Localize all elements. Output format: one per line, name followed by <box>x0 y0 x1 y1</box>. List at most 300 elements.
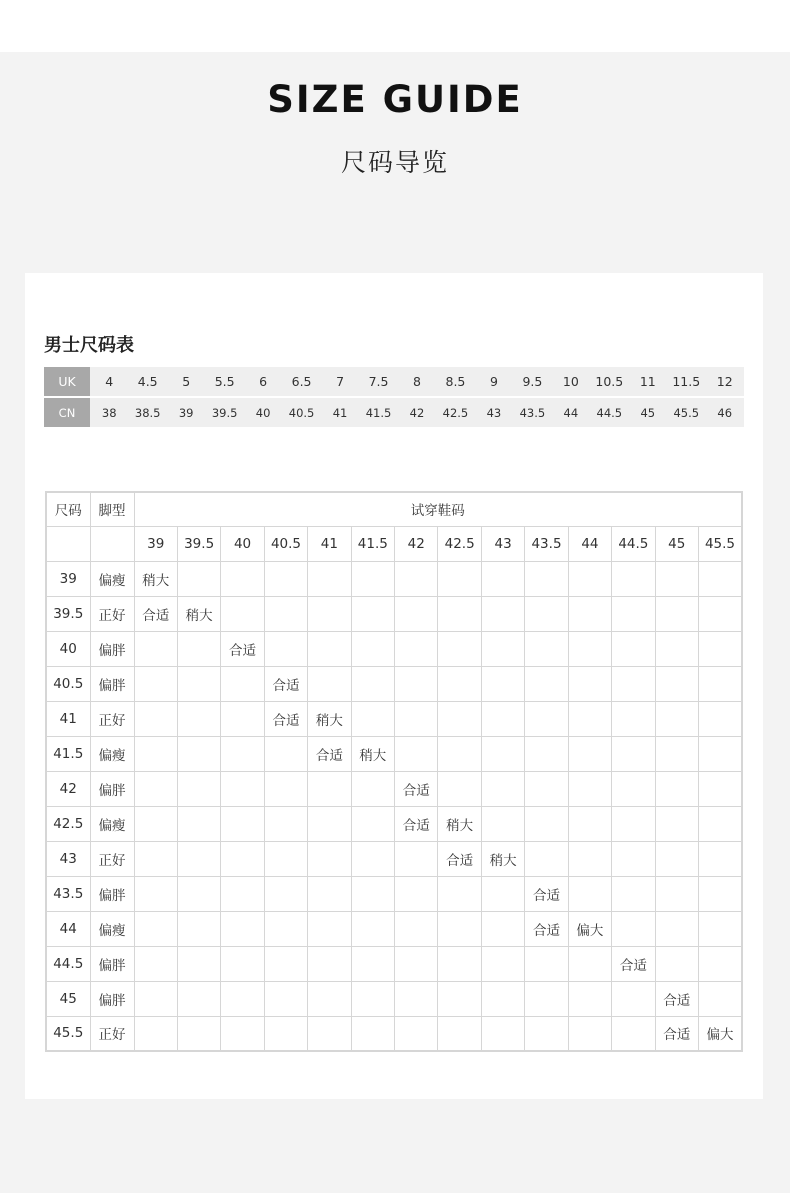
try-size-header: 42.5 <box>438 526 481 561</box>
uk-size-cell: 6 <box>244 367 282 397</box>
uk-size-cell: 4.5 <box>128 367 166 397</box>
table-row <box>46 771 742 806</box>
fit-cell <box>698 841 742 876</box>
cn-row <box>44 397 744 427</box>
fit-cell <box>134 806 177 841</box>
fit-cell <box>351 806 394 841</box>
try-size-header: 42 <box>395 526 438 561</box>
cn-size-cell: 40 <box>244 397 282 427</box>
fit-cell <box>177 806 220 841</box>
fit-cell <box>568 596 611 631</box>
fit-cell <box>395 1016 438 1051</box>
fit-cell <box>221 596 264 631</box>
try-size-header: 44 <box>568 526 611 561</box>
row-foot-type: 偏胖 <box>90 876 134 911</box>
fit-cell <box>568 736 611 771</box>
row-foot-type: 偏胖 <box>90 981 134 1016</box>
fit-cell <box>481 631 524 666</box>
uk-size-cell: 12 <box>706 367 745 397</box>
fit-cell <box>568 561 611 596</box>
fit-cell <box>481 666 524 701</box>
fit-cell <box>177 876 220 911</box>
fit-cell <box>612 806 655 841</box>
cn-size-cell: 38.5 <box>128 397 166 427</box>
row-foot-type: 正好 <box>90 841 134 876</box>
fit-cell: 稍大 <box>351 736 394 771</box>
fit-cell <box>308 806 351 841</box>
fit-cell: 合适 <box>525 911 568 946</box>
fit-cell: 合适 <box>395 771 438 806</box>
row-foot-type: 偏瘦 <box>90 561 134 596</box>
fit-cell <box>525 666 568 701</box>
row-foot-type: 正好 <box>90 596 134 631</box>
fit-cell <box>308 981 351 1016</box>
fit-cell <box>438 1016 481 1051</box>
fit-cell <box>655 666 698 701</box>
fit-cell <box>351 1016 394 1051</box>
fit-cell <box>177 911 220 946</box>
fit-cell <box>612 701 655 736</box>
fit-cell <box>221 561 264 596</box>
fit-cell <box>351 701 394 736</box>
fit-cell <box>438 701 481 736</box>
row-foot-type: 偏胖 <box>90 771 134 806</box>
fit-cell <box>177 561 220 596</box>
fit-cell <box>481 701 524 736</box>
fit-cell <box>264 1016 307 1051</box>
cn-size-cell: 41 <box>321 397 359 427</box>
fit-cell <box>221 981 264 1016</box>
uk-size-cell: 4 <box>90 367 128 397</box>
row-size: 44.5 <box>46 946 90 981</box>
fit-cell <box>568 876 611 911</box>
try-size-header: 39 <box>134 526 177 561</box>
fit-cell <box>351 841 394 876</box>
fit-cell <box>612 1016 655 1051</box>
fit-cell <box>395 666 438 701</box>
fit-cell <box>525 596 568 631</box>
fit-cell <box>612 981 655 1016</box>
fit-cell <box>655 841 698 876</box>
row-size: 39 <box>46 561 90 596</box>
top-banner <box>0 0 790 52</box>
fit-cell <box>351 876 394 911</box>
cn-size-cell: 42 <box>398 397 436 427</box>
blank-cell <box>46 526 90 561</box>
row-size: 44 <box>46 911 90 946</box>
row-size: 42.5 <box>46 806 90 841</box>
fit-cell <box>568 771 611 806</box>
table-row <box>46 806 742 841</box>
fit-cell <box>351 666 394 701</box>
fit-cell <box>221 736 264 771</box>
cn-size-cell: 42.5 <box>436 397 474 427</box>
fit-header-row <box>46 492 742 526</box>
fit-cell <box>308 911 351 946</box>
fit-cell <box>134 736 177 771</box>
fit-cell <box>612 736 655 771</box>
fit-cell <box>177 771 220 806</box>
try-size-header: 40.5 <box>264 526 307 561</box>
fit-cell <box>481 771 524 806</box>
fit-cell <box>698 806 742 841</box>
fit-cell <box>655 806 698 841</box>
row-size: 41 <box>46 701 90 736</box>
fit-cell <box>264 946 307 981</box>
cn-size-cell: 39 <box>167 397 205 427</box>
cn-size-cell: 39.5 <box>205 397 243 427</box>
fit-cell <box>134 771 177 806</box>
fit-cell: 合适 <box>438 841 481 876</box>
table-row <box>46 561 742 596</box>
fit-cell <box>308 876 351 911</box>
try-size-header: 43 <box>481 526 524 561</box>
row-foot-type: 偏瘦 <box>90 806 134 841</box>
try-size-header: 40 <box>221 526 264 561</box>
fit-cell: 偏大 <box>698 1016 742 1051</box>
fit-cell <box>481 981 524 1016</box>
table-row <box>46 666 742 701</box>
fit-cell <box>655 701 698 736</box>
fit-cell <box>481 806 524 841</box>
fit-cell <box>264 631 307 666</box>
row-foot-type: 偏胖 <box>90 631 134 666</box>
table-row <box>46 1016 742 1051</box>
fit-cell <box>698 596 742 631</box>
fit-cell <box>264 771 307 806</box>
fit-cell <box>395 631 438 666</box>
cn-size-cell: 38 <box>90 397 128 427</box>
fit-cell <box>655 946 698 981</box>
try-size-header: 41.5 <box>351 526 394 561</box>
fit-cell: 稍大 <box>177 596 220 631</box>
fit-cell <box>221 806 264 841</box>
fit-cell <box>177 946 220 981</box>
fit-cell <box>481 1016 524 1051</box>
fit-cell <box>438 666 481 701</box>
fit-cell <box>221 946 264 981</box>
fit-cell <box>568 841 611 876</box>
fit-cell <box>481 596 524 631</box>
fit-cell <box>481 736 524 771</box>
table-row <box>46 701 742 736</box>
fit-cell <box>134 946 177 981</box>
fit-cell <box>221 1016 264 1051</box>
fit-cell <box>221 771 264 806</box>
fit-cell <box>177 666 220 701</box>
fit-cell <box>351 946 394 981</box>
uk-size-cell: 9 <box>475 367 513 397</box>
fit-cell <box>568 1016 611 1051</box>
fit-cell <box>698 631 742 666</box>
fit-cell <box>308 841 351 876</box>
fit-cell <box>134 911 177 946</box>
fit-recommendation-table <box>45 491 743 1052</box>
fit-cell: 合适 <box>264 701 307 736</box>
size-conversion-table <box>44 367 744 427</box>
fit-cell <box>177 1016 220 1051</box>
fit-cell <box>438 911 481 946</box>
uk-size-cell: 7 <box>321 367 359 397</box>
cn-size-cell: 45 <box>629 397 667 427</box>
fit-cell <box>351 561 394 596</box>
row-foot-type: 偏瘦 <box>90 911 134 946</box>
fit-cell: 稍大 <box>438 806 481 841</box>
fit-cell: 合适 <box>525 876 568 911</box>
fit-cell <box>655 876 698 911</box>
fit-cell <box>351 596 394 631</box>
fit-cell <box>395 876 438 911</box>
fit-cell <box>351 771 394 806</box>
cn-size-cell: 45.5 <box>667 397 705 427</box>
row-size: 42 <box>46 771 90 806</box>
try-size-header: 39.5 <box>177 526 220 561</box>
uk-size-cell: 6.5 <box>282 367 320 397</box>
cn-size-cell: 46 <box>706 397 745 427</box>
fit-cell <box>525 701 568 736</box>
uk-size-cell: 11.5 <box>667 367 705 397</box>
row-size: 40.5 <box>46 666 90 701</box>
fit-cell <box>655 771 698 806</box>
fit-cell <box>438 631 481 666</box>
fit-cell <box>698 561 742 596</box>
blank-cell <box>90 526 134 561</box>
fit-cell <box>655 596 698 631</box>
cn-size-cell: 43 <box>475 397 513 427</box>
uk-size-cell: 10.5 <box>590 367 628 397</box>
fit-cell <box>264 841 307 876</box>
fit-cell <box>525 771 568 806</box>
row-size: 43 <box>46 841 90 876</box>
fit-cell: 合适 <box>612 946 655 981</box>
fit-cell <box>264 561 307 596</box>
fit-cell <box>134 701 177 736</box>
fit-cell <box>438 736 481 771</box>
cn-size-cell: 44.5 <box>590 397 628 427</box>
uk-size-cell: 5 <box>167 367 205 397</box>
fit-cell <box>308 631 351 666</box>
fit-cell <box>655 631 698 666</box>
header-try-size: 试穿鞋码 <box>134 492 742 526</box>
fit-cell: 合适 <box>308 736 351 771</box>
fit-cell <box>308 946 351 981</box>
table-row <box>46 841 742 876</box>
fit-cell <box>438 876 481 911</box>
fit-cell <box>525 631 568 666</box>
fit-cell <box>481 946 524 981</box>
fit-cell <box>438 946 481 981</box>
fit-cell <box>395 701 438 736</box>
fit-cell <box>568 981 611 1016</box>
uk-size-cell: 7.5 <box>359 367 397 397</box>
fit-cell <box>264 736 307 771</box>
fit-cell <box>351 631 394 666</box>
row-foot-type: 正好 <box>90 701 134 736</box>
fit-cell <box>177 701 220 736</box>
fit-cell <box>655 736 698 771</box>
row-size: 41.5 <box>46 736 90 771</box>
fit-cell: 合适 <box>221 631 264 666</box>
fit-cell <box>525 981 568 1016</box>
fit-cell <box>134 841 177 876</box>
row-foot-type: 正好 <box>90 1016 134 1051</box>
fit-cell: 合适 <box>264 666 307 701</box>
fit-cell <box>525 561 568 596</box>
fit-cell <box>395 596 438 631</box>
fit-cell <box>438 561 481 596</box>
fit-cell <box>134 631 177 666</box>
try-size-header: 45 <box>655 526 698 561</box>
fit-cell <box>395 911 438 946</box>
row-size: 43.5 <box>46 876 90 911</box>
cn-size-cell: 44 <box>552 397 590 427</box>
fit-cell <box>525 806 568 841</box>
try-size-header-row <box>46 526 742 561</box>
fit-cell <box>264 981 307 1016</box>
fit-cell <box>264 876 307 911</box>
fit-cell: 合适 <box>655 981 698 1016</box>
fit-cell <box>308 1016 351 1051</box>
table-row <box>46 946 742 981</box>
fit-cell <box>481 876 524 911</box>
uk-size-cell: 11 <box>629 367 667 397</box>
fit-cell <box>221 701 264 736</box>
fit-cell <box>568 631 611 666</box>
fit-cell <box>525 1016 568 1051</box>
cn-label: CN <box>44 397 90 427</box>
uk-size-cell: 8.5 <box>436 367 474 397</box>
try-size-header: 44.5 <box>612 526 655 561</box>
uk-size-cell: 5.5 <box>205 367 243 397</box>
try-size-header: 43.5 <box>525 526 568 561</box>
fit-cell <box>655 561 698 596</box>
fit-cell <box>395 736 438 771</box>
fit-cell <box>698 701 742 736</box>
fit-cell <box>612 911 655 946</box>
uk-label: UK <box>44 367 90 397</box>
fit-cell <box>177 981 220 1016</box>
fit-cell <box>612 876 655 911</box>
fit-cell <box>612 666 655 701</box>
fit-cell <box>525 736 568 771</box>
fit-cell: 稍大 <box>481 841 524 876</box>
row-foot-type: 偏瘦 <box>90 736 134 771</box>
fit-cell <box>698 946 742 981</box>
uk-size-cell: 8 <box>398 367 436 397</box>
fit-cell <box>568 806 611 841</box>
fit-cell <box>221 911 264 946</box>
fit-cell <box>221 666 264 701</box>
fit-cell <box>525 946 568 981</box>
cn-size-cell: 40.5 <box>282 397 320 427</box>
fit-cell <box>698 771 742 806</box>
fit-cell <box>395 946 438 981</box>
fit-cell: 稍大 <box>134 561 177 596</box>
fit-cell <box>134 1016 177 1051</box>
fit-cell <box>221 841 264 876</box>
fit-cell <box>134 876 177 911</box>
page-title: SIZE GUIDE <box>267 78 523 121</box>
fit-cell <box>698 981 742 1016</box>
fit-cell <box>134 981 177 1016</box>
fit-cell <box>698 876 742 911</box>
fit-cell <box>308 561 351 596</box>
table-row <box>46 911 742 946</box>
fit-cell <box>481 911 524 946</box>
fit-cell <box>221 876 264 911</box>
fit-cell: 合适 <box>655 1016 698 1051</box>
fit-cell <box>395 561 438 596</box>
row-foot-type: 偏胖 <box>90 946 134 981</box>
fit-cell <box>264 911 307 946</box>
table-row <box>46 736 742 771</box>
fit-cell <box>481 561 524 596</box>
page-subtitle: 尺码导览 <box>340 148 449 177</box>
try-size-header: 41 <box>308 526 351 561</box>
table-row <box>46 981 742 1016</box>
fit-cell: 合适 <box>395 806 438 841</box>
uk-row <box>44 367 744 397</box>
try-size-header: 45.5 <box>698 526 742 561</box>
fit-cell <box>395 841 438 876</box>
fit-cell <box>612 841 655 876</box>
fit-cell <box>568 946 611 981</box>
cn-size-cell: 41.5 <box>359 397 397 427</box>
fit-cell <box>698 736 742 771</box>
row-size: 45.5 <box>46 1016 90 1051</box>
row-size: 40 <box>46 631 90 666</box>
fit-cell <box>177 841 220 876</box>
fit-cell <box>438 596 481 631</box>
fit-cell: 稍大 <box>308 701 351 736</box>
fit-cell <box>264 806 307 841</box>
fit-cell <box>655 911 698 946</box>
fit-cell <box>438 981 481 1016</box>
row-size: 45 <box>46 981 90 1016</box>
header-foot-type: 脚型 <box>90 492 134 526</box>
fit-cell <box>177 736 220 771</box>
table-row <box>46 876 742 911</box>
fit-cell <box>308 596 351 631</box>
fit-cell <box>351 981 394 1016</box>
men-size-table-title: 男士尺码表 <box>44 335 134 356</box>
fit-cell <box>568 701 611 736</box>
fit-cell <box>612 561 655 596</box>
fit-cell <box>698 666 742 701</box>
fit-cell: 合适 <box>134 596 177 631</box>
fit-cell <box>568 666 611 701</box>
fit-cell <box>612 771 655 806</box>
table-row <box>46 596 742 631</box>
fit-cell <box>177 631 220 666</box>
row-size: 39.5 <box>46 596 90 631</box>
uk-size-cell: 9.5 <box>513 367 551 397</box>
fit-cell <box>351 911 394 946</box>
fit-cell <box>308 771 351 806</box>
fit-cell <box>525 841 568 876</box>
fit-cell <box>308 666 351 701</box>
fit-cell <box>612 596 655 631</box>
fit-cell <box>264 596 307 631</box>
fit-cell <box>395 981 438 1016</box>
table-row <box>46 631 742 666</box>
cn-size-cell: 43.5 <box>513 397 551 427</box>
fit-cell <box>134 666 177 701</box>
fit-cell <box>698 911 742 946</box>
uk-size-cell: 10 <box>552 367 590 397</box>
fit-cell <box>438 771 481 806</box>
fit-cell: 偏大 <box>568 911 611 946</box>
